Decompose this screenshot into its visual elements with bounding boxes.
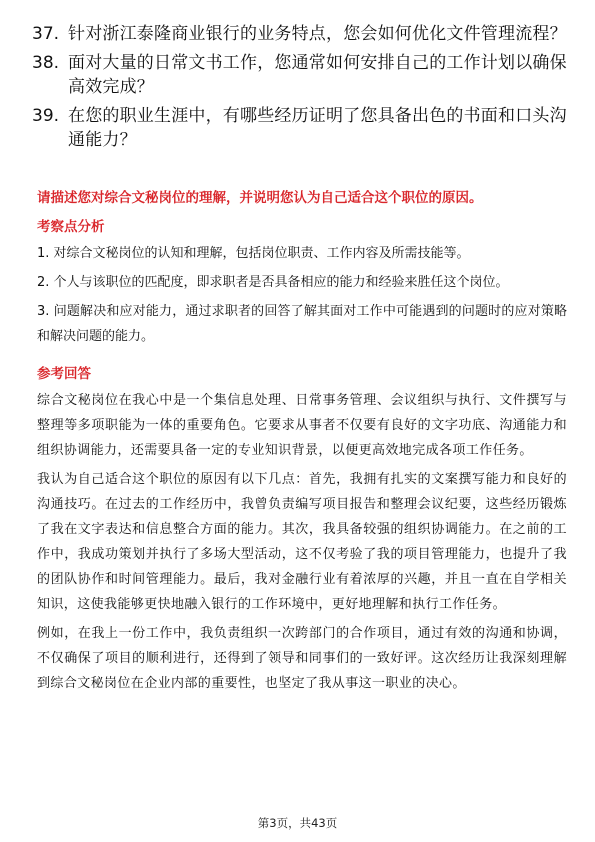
main-question: 请描述您对综合文秘岗位的理解，并说明您认为自己适合这个职位的原因。 (37, 190, 483, 206)
analysis-item: 3. 问题解决和应对能力，通过求职者的回答了解其面对工作中可能遇到的问题时的应对策略和解决问题的能力。 (37, 304, 567, 344)
answer-paragraph: 我认为自己适合这个职位的原因有以下几点：首先，我拥有扎实的文案撰写能力和良好的沟通技巧。在过去的工作经历中，我曾负责编写项目报告和整理会议纪要，这些经历锻炼了我在文字表达和信息整合方面的能力。其次，我具备较强的组织协调能力。在之前的工作中，我成功策划并执行了多场大型活动，这不仅考验了我的项目管理能力，也提升了我的团队协作和时间管理能力。最后，我对金融行业有着浓厚的兴趣，并且一直在自学相关知识，这使我能够更快地融入银行的工作环境中，更好地理解和执行工作任务。 (37, 472, 567, 612)
answer-paragraph: 综合文秘岗位在我心中是一个集信息处理、日常事务管理、会议组织与执行、文件撰写与整理等多项职能为一体的重要角色。它要求从事者不仅要有良好的文字功底、沟通能力和组织协调能力，还需要具备一定的专业知识背景，以便更高效地完成各项工作任务。 (37, 393, 567, 458)
question-number: 39. (32, 106, 60, 126)
answer-paragraph: 例如，在我上一份工作中，我负责组织一次跨部门的合作项目，通过有效的沟通和协调，不仅确保了项目的顺利进行，还得到了领导和同事们的一致好评。这次经历让我深刻理解到综合文秘岗位在企业内部的重要性，也坚定了我从事这一职业的决心。 (37, 626, 567, 691)
question-item (32, 51, 572, 99)
analysis-item: 2. 个人与该职位的匹配度，即求职者是否具备相应的能力和经验来胜任这个岗位。 (37, 275, 509, 290)
analysis-heading: 考察点分析 (37, 219, 105, 235)
answer-section (37, 364, 567, 700)
question-text: 在您的职业生涯中，有哪些经历证明了您具备出色的书面和口头沟通能力？ (68, 106, 567, 150)
question-number: 37. (32, 24, 60, 44)
question-text: 面对大量的日常文书工作，您通常如何安排自己的工作计划以确保高效完成？ (68, 53, 567, 97)
question-text: 针对浙江泰隆商业银行的业务特点，您会如何优化文件管理流程？ (68, 24, 567, 44)
question-item (32, 104, 572, 152)
question-item (32, 22, 572, 46)
answer-heading: 参考回答 (37, 366, 91, 382)
analysis-item: 1. 对综合文秘岗位的认知和理解，包括岗位职责、工作内容及所需技能等。 (37, 246, 470, 261)
question-number: 38. (32, 53, 60, 73)
page-footer: 第3页，共43页 (257, 816, 338, 830)
analysis-section (37, 217, 567, 353)
question-list (32, 22, 572, 157)
